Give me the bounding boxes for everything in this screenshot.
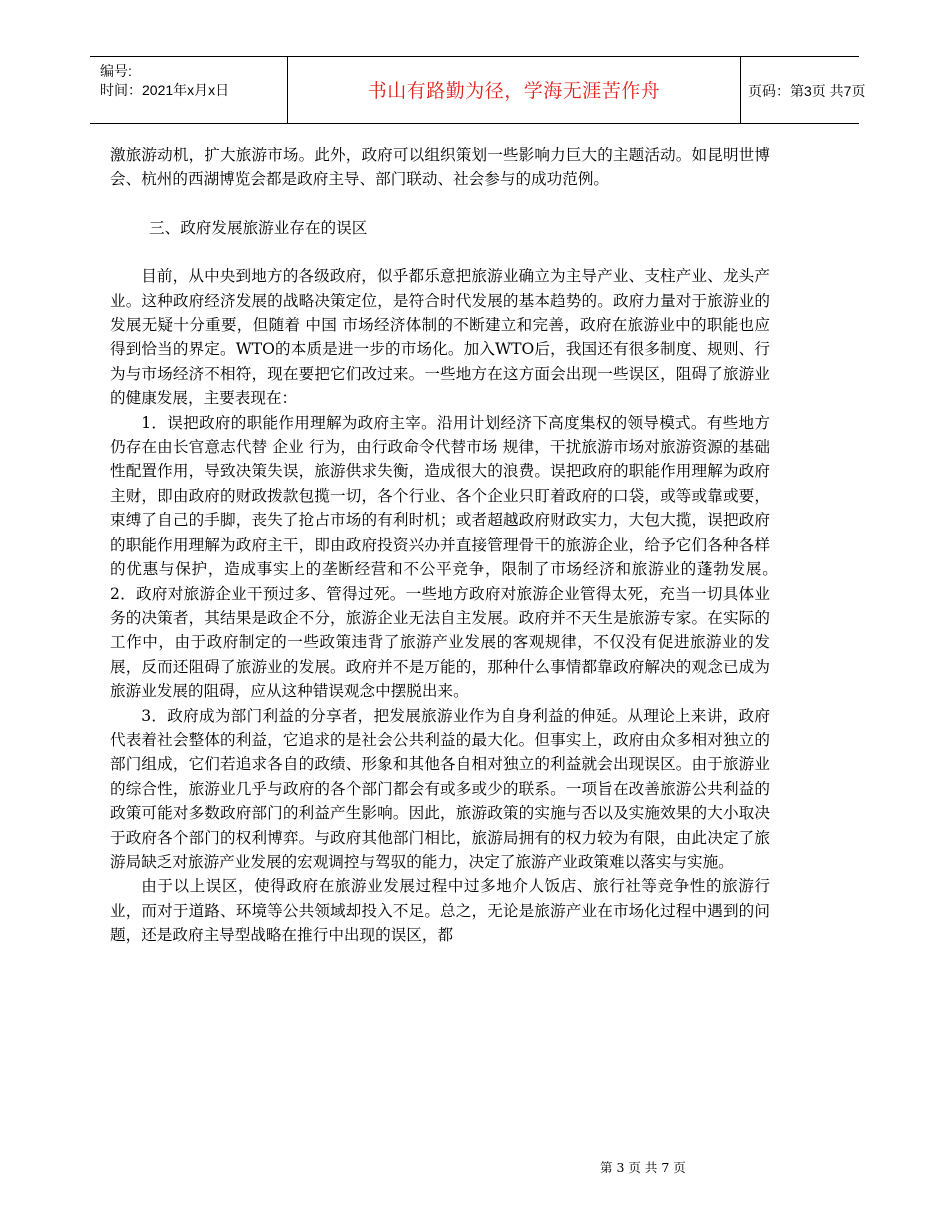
paragraph: 目前，从中央到地方的各级政府，似乎都乐意把旅游业确立为主导产业、支柱产业、龙头产业。这种政府经济发展的战略决策定位，是符合时代发展的基本趋势的。政府力量对于旅游业的发展无疑十分重要，但随着 中国 市场经济体制的不断建立和完善，政府在旅游业中的职能也应得到恰当的界定。WTO的本质是进一步的市场化。加入WTO后，我国还有很多制度、规则、行为与市场经济不相符，现在要把它们改过来。一些地方在这方面会出现一些误区，阻碍了旅游业的健康发展，主要表现在： — [110, 267, 770, 408]
header-right-cell — [740, 57, 866, 123]
section-heading: 三、政府发展旅游业存在的误区 — [149, 218, 368, 237]
header-left-cell — [90, 57, 287, 123]
header-motto-cell — [287, 57, 741, 123]
paragraph: 由于以上误区，使得政府在旅游业发展过程中过多地介人饭店、旅行社等竞争性的旅游行业，而对于道路、环境等公共领域却投入不足。总之，无论是旅游产业在市场化过程中遇到的问题，还是政府主导型战略在推行中出现的误区，都 — [110, 877, 770, 945]
paragraph-continuation: 激旅游动机，扩大旅游市场。此外，政府可以组织策划一些影响力巨大的主题活动。如昆明世博会、杭州的西湖博览会都是政府主导、部门联动、社会参与的成功范例。 — [110, 146, 770, 189]
paragraph: 3．政府成为部门利益的分享者，把发展旅游业作为自身利益的伸延。从理论上来讲，政府代表着社会整体的利益，它追求的是社会公共利益的最大化。但事实上，政府由众多相对独立的部门组成，它们若追求各自的政绩、形象和其他各自相对独立的利益就会出现误区。由于旅游业的综合性，旅游业几乎与政府的各个部门都会有或多或少的联系。一项旨在改善旅游公共利益的政策可能对多数政府部门的利益产生影响。因此，旅游政策的实施与否以及实施效果的大小取决于政府各个部门的权利博弈。与政府其他部门相比，旅游局拥有的权力较为有限，由此决定了旅游局缺乏对旅游产业发展的宏观调控与驾驭的能力，决定了旅游产业政策难以落实与实施。 — [110, 706, 770, 871]
document-header — [90, 56, 866, 124]
document-number-label: 编号: — [100, 63, 132, 79]
document-body — [110, 143, 786, 948]
header-page-info: 页码：第3页 共7页 — [748, 83, 866, 99]
page-footer: 第 3 页 共 7 页 — [600, 1160, 686, 1175]
paragraph: 1．误把政府的职能作用理解为政府主宰。沿用计划经济下高度集权的领导模式。有些地方仍存在由长官意志代替 企业 行为，由行政命令代替市场 规律，干扰旅游市场对旅游资源的基础性配置作用，导致决策失误，旅游供求失衡，造成很大的浪费。误把政府的职能作用理解为政府主财，即由政府的财政拨款包揽一切，各个行业、各个企业只盯着政府的口袋，或等或靠或要，束缚了自己的手脚，丧失了抢占市场的有利时机；或者超越政府财政实力，大包大揽，误把政府的职能作用理解为政府主干，即由政府投资兴办并直接管理骨干的旅游企业，给予它们各种各样的优惠与保护，造成事实上的垄断经营和不公平竞争，限制了市场经济和旅游业的蓬勃发展。 2．政府对旅游企业干预过多、管得过死。一些地方政府对旅游企业管得太死，充当一切具体业务的决策者，其结果是政企不分，旅游企业无法自主发展。政府并不天生是旅游专家。在实际的工作中，由于政府制定的一些政策违背了旅游产业发展的客观规律，不仅没有促进旅游业的发展，反而还阻碍了旅游业的发展。政府并不是万能的，那种什么事情都靠政府解决的观念已成为旅游业发展的阻碍，应从这种错误观念中摆脱出来。 — [110, 413, 786, 701]
document-time-label: 时间：2021年x月x日 — [100, 82, 230, 98]
header-motto: 书山有路勤为径，学海无涯苦作舟 — [367, 80, 661, 102]
